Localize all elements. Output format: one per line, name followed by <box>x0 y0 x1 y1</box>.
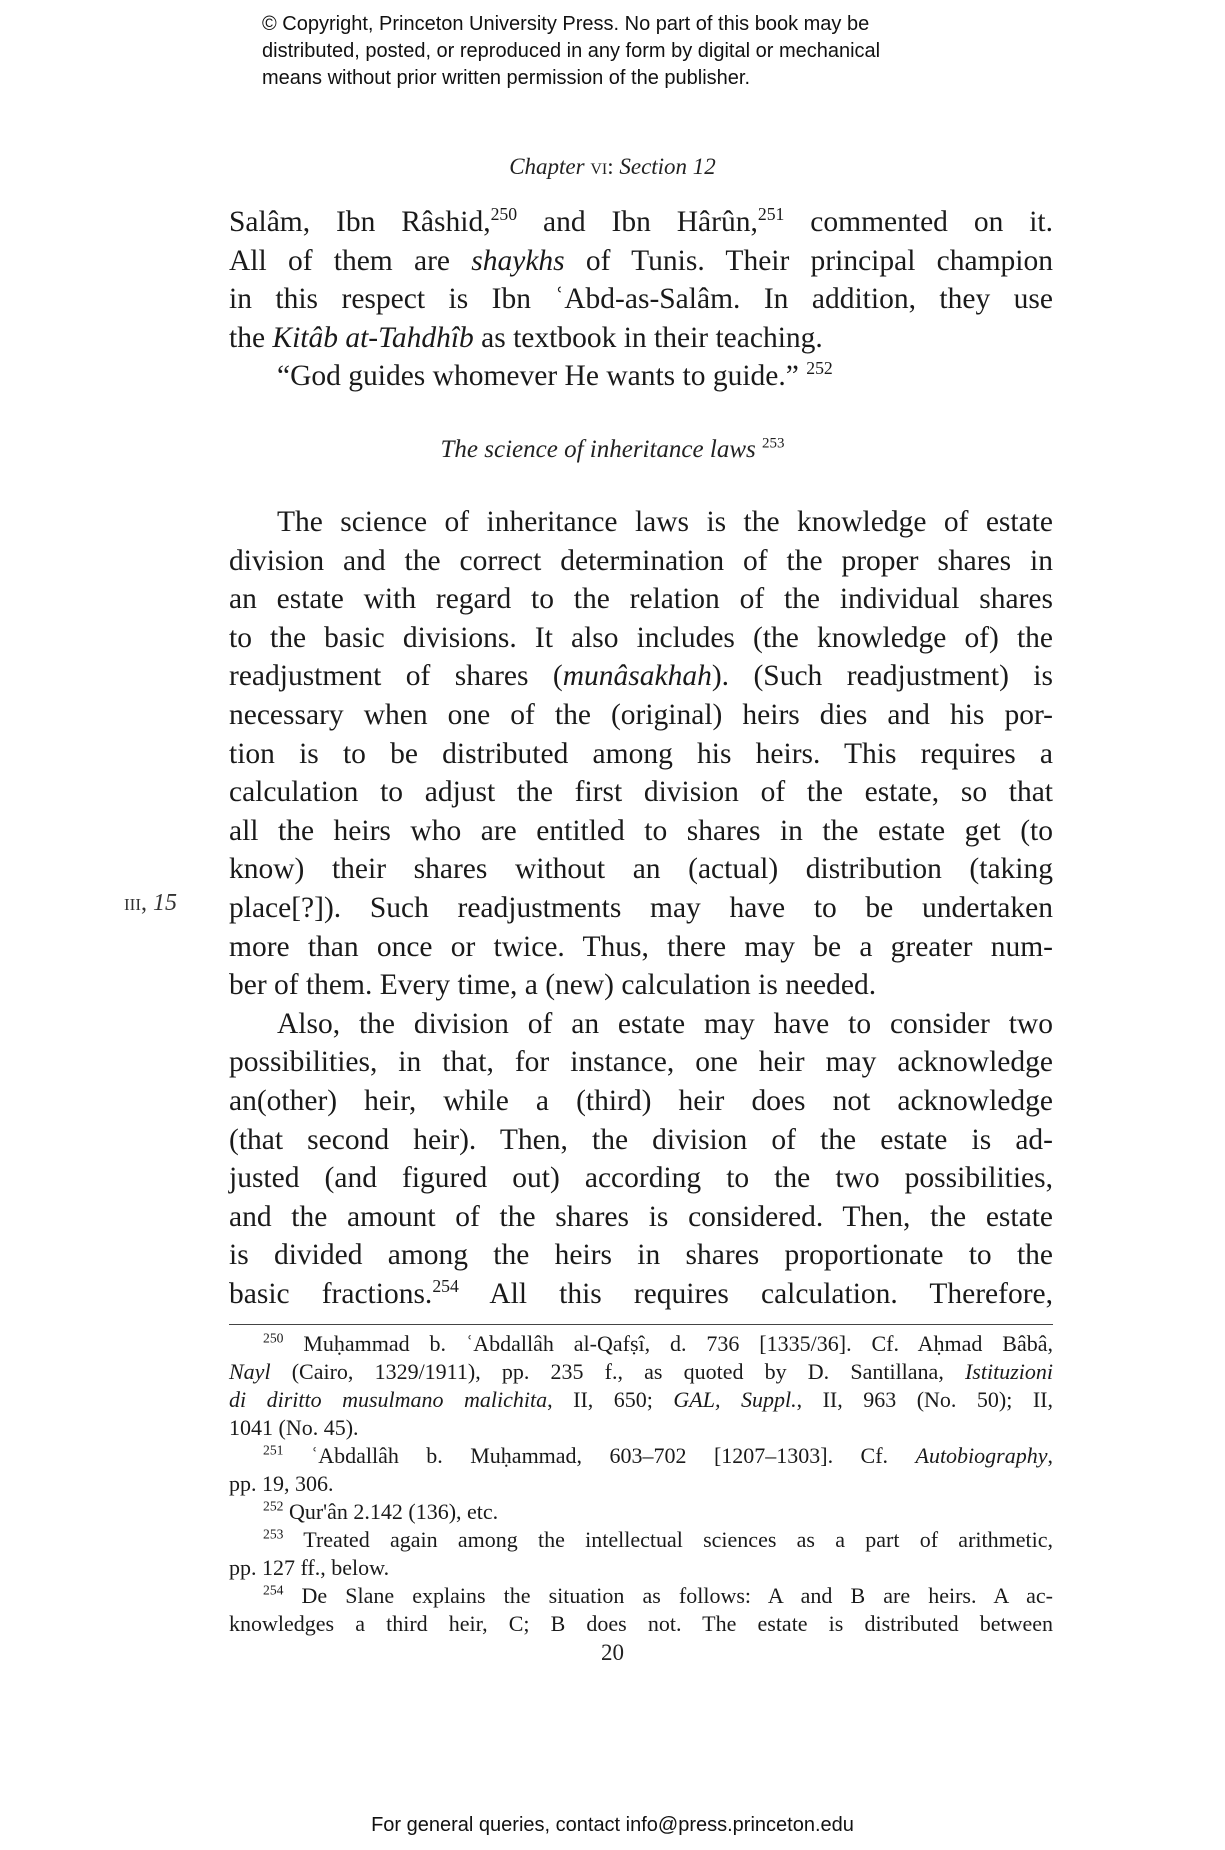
p2-line: (that second heir). Then, the division of the estate is ad- <box>229 1123 1053 1156</box>
running-head-chapter-word: Chapter <box>509 154 585 179</box>
fn250-line-2 <box>229 1358 1053 1386</box>
p2-line-last <box>229 1275 1053 1314</box>
intro-line-2-a: All of them are <box>229 244 472 277</box>
copyright-line-2: distributed, posted, or reproduced in any form by digital or mechanical <box>262 40 881 62</box>
footnote-253 <box>229 1526 1053 1582</box>
fn252-number: 252 <box>263 1498 284 1514</box>
intro-line-4-a: the <box>229 321 273 354</box>
fn250-line-3 <box>229 1386 1053 1414</box>
footnote-ref-252: 252 <box>806 358 833 379</box>
p1-line: more than once or twice. Thus, there may be a greater num- <box>229 930 1053 963</box>
footnote-251 <box>229 1442 1053 1498</box>
margin-ref-volume: iii, <box>124 890 147 916</box>
margin-reference <box>124 890 177 917</box>
fn254-number: 254 <box>263 1582 284 1598</box>
fn251-italic-autobiography: Autobiography <box>915 1443 1048 1468</box>
p1-line: calculation to adjust the first division of the estate, so that <box>229 776 1053 809</box>
fn250-italic-istituzioni: Istituzioni <box>964 1359 1053 1384</box>
margin-ref-page: 15 <box>152 890 177 916</box>
fn253-number: 253 <box>263 1526 284 1542</box>
paragraph-1 <box>229 503 1053 1005</box>
fn251-line-1 <box>229 1442 1053 1470</box>
footnote-250 <box>229 1330 1053 1442</box>
fn251-line-2: pp. 19, 306. <box>229 1471 334 1496</box>
fn250-text-2: (Cairo, 1329/1911), pp. 235 f., as quoted by D. Santillana, <box>270 1359 965 1384</box>
fn250-italic-diritto: di diritto musulmano malichita <box>229 1387 548 1412</box>
p1-line: The science of inheritance laws is the knowledge of estate <box>277 506 1053 538</box>
intro-line-4-italic: Kitâb at-Tahdhîb <box>272 321 474 354</box>
footnote-ref-250: 250 <box>490 204 518 225</box>
intro-line-3: in this respect is Ibn ʿAbd-as-Salâm. In addition, they use <box>229 283 1053 316</box>
paragraph-2 <box>229 1005 1053 1314</box>
intro-line-1 <box>229 203 1053 242</box>
fn254-text-1: De Slane explains the situation as follows: A and B are heirs. A ac- <box>283 1583 1053 1608</box>
intro-line-4 <box>229 319 1053 358</box>
p1-line: tion is to be distributed among his heirs. This requires a <box>229 737 1053 770</box>
fn250-number: 250 <box>263 1330 284 1346</box>
p2-line: Also, the division of an estate may have to consider two <box>277 1007 1053 1040</box>
footnote-ref-254: 254 <box>432 1276 459 1297</box>
footnote-divider <box>229 1324 1053 1325</box>
p2-line: is divided among the heirs in shares proportionate to the <box>229 1239 1053 1272</box>
p1-line: ber of them. Every time, a (new) calculation is needed. <box>229 969 877 1002</box>
intro-text <box>229 203 1053 396</box>
section-heading-text: The science of inheritance laws <box>440 436 762 463</box>
p2-line: an(other) heir, while a (third) heir does not acknowledge <box>229 1084 1053 1117</box>
fn251-number: 251 <box>263 1442 284 1458</box>
fn250-line-1 <box>229 1330 1053 1358</box>
fn250-text-1: Muḥammad b. ʿAbdallâh al-Qafṣî, d. 736 [1335/36]. Cf. Aḥmad Bâbâ, <box>283 1331 1053 1356</box>
page-number: 20 <box>601 1640 624 1665</box>
footnote-ref-251: 251 <box>757 204 785 225</box>
section-heading <box>0 436 1225 464</box>
p2-line: and the amount of the shares is considered. Then, the estate <box>229 1200 1053 1233</box>
p1-line-b: ). (Such readjustment) is <box>711 660 1053 693</box>
p2-line: justed (and figured out) according to the two possibilities, <box>229 1162 1053 1195</box>
fn253-text-1: Treated again among the intellectual sciences as a part of arithmetic, <box>283 1527 1053 1552</box>
intro-line-4-b: as textbook in their teaching. <box>473 321 823 354</box>
intro-line-1-c: commented on it. <box>784 206 1054 238</box>
p1-line: division and the correct determination of the proper shares in <box>229 544 1053 577</box>
intro-line-1-a: Salâm, Ibn Râshid, <box>229 206 491 238</box>
fn253-line-2: pp. 127 ff., below. <box>229 1555 390 1580</box>
intro-line-2 <box>229 242 1053 281</box>
fn250-text-3: , II, 650; <box>547 1387 674 1412</box>
fn251-text-1: ʿAbdallâh b. Muḥammad, 603–702 [1207–1303]. Cf. <box>283 1443 916 1468</box>
fn254-line-2: knowledges a third heir, C; B does not. The estate is distributed between <box>229 1611 1053 1636</box>
p1-line: an estate with regard to the relation of the individual shares <box>229 583 1053 616</box>
contact-footer: For general queries, contact info@press.princeton.edu <box>371 1814 854 1836</box>
intro-line-1-b: and Ibn Hârûn, <box>517 206 758 238</box>
fn250-line-4: 1041 (No. 45). <box>229 1415 359 1440</box>
p1-line-munasakhah <box>229 657 1053 696</box>
footnote-252 <box>229 1498 1053 1526</box>
copyright-notice <box>262 11 1062 92</box>
fn252-text: Qur'ân 2.142 (136), etc. <box>283 1499 499 1524</box>
p1-line: necessary when one of the (original) heirs dies and his por- <box>229 698 1053 731</box>
fn252-line-1 <box>229 1498 1053 1526</box>
running-head <box>0 154 1225 180</box>
p2-line-a: basic fractions. <box>229 1277 433 1310</box>
fn251-text-2: , <box>1047 1443 1053 1468</box>
fn253-line-1 <box>229 1526 1053 1554</box>
p1-line: to the basic divisions. It also includes (the knowledge of) the <box>229 621 1053 654</box>
copyright-line-3: means without prior written permission of the publisher. <box>262 67 751 89</box>
footnotes <box>229 1330 1053 1638</box>
running-head-section: Section 12 <box>619 154 716 179</box>
copyright-line-1: © Copyright, Princeton University Press. No part of this book may be <box>262 13 870 35</box>
p1-line: know) their shares without an (actual) distribution (taking <box>229 853 1053 886</box>
p1-term-munasakhah: munâsakhah <box>562 660 712 693</box>
p2-line-b: All this requires calculation. Therefore, <box>458 1277 1053 1310</box>
footnote-ref-253: 253 <box>761 435 785 452</box>
p2-line: possibilities, in that, for instance, one heir may acknowledge <box>229 1046 1053 1079</box>
intro-paragraph <box>229 203 1053 396</box>
main-text <box>229 503 1053 1313</box>
intro-line-2-b: of Tunis. Their principal champion <box>564 244 1053 277</box>
p1-line-a: readjustment of shares ( <box>229 660 563 693</box>
fn254-line-1 <box>229 1582 1053 1610</box>
p1-line: place[?]). Such readjustments may have to be undertaken <box>229 891 1053 924</box>
footnote-254 <box>229 1582 1053 1638</box>
p1-line: all the heirs who are entitled to shares in the estate get (to <box>229 814 1053 847</box>
fn250-text-4: , II, 963 (No. 50); II, <box>796 1387 1053 1412</box>
intro-line-2-italic: shaykhs <box>471 244 565 277</box>
fn250-italic-gal: GAL, Suppl. <box>673 1387 797 1412</box>
intro-line-5 <box>229 357 1053 396</box>
running-head-chapter-number: vi: <box>590 154 614 179</box>
fn250-italic-nayl: Nayl <box>229 1359 271 1384</box>
intro-line-5-quote: “God guides whomever He wants to guide.” <box>277 360 807 393</box>
